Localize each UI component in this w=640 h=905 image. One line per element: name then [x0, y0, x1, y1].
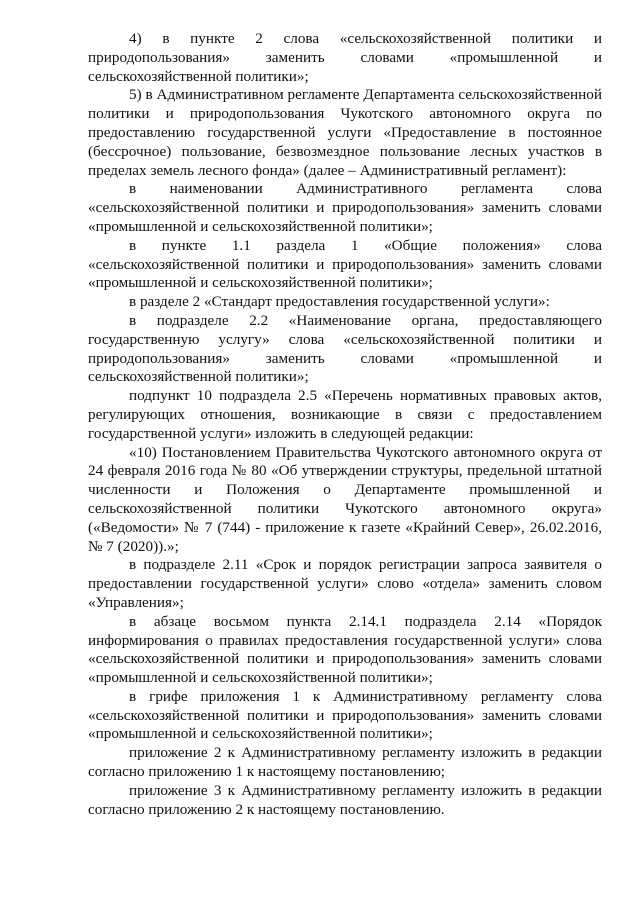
paragraph-subsection-2-5: подпункт 10 подраздела 2.5 «Перечень нормативных правовых актов, регулирующих отношения, возникающие в связи с предоставлением государственной услуги» изложить в следующей редакции:: [88, 387, 602, 442]
paragraph-section-2: в разделе 2 «Стандарт предоставления государственной услуги»:: [129, 293, 550, 311]
document-body: [88, 30, 602, 819]
paragraph-item-4: 4) в пункте 2 слова «сельскохозяйственной политики и природопользования» заменить словами «промышленной и сельскохозяйственной политики»;: [88, 30, 602, 85]
paragraph-subsection-2-2: в подразделе 2.2 «Наименование органа, предоставляющего государственную услугу» слова «сельскохозяйственной политики и природопользования» заменить словами «промышленной и сельскохозяйственной политики»;: [88, 311, 602, 386]
paragraph-point-2-14-1: в абзаце восьмом пункта 2.14.1 подраздела 2.14 «Порядок информирования о правилах предоставления государственной услуги» слова «сельскохозяйственной политики и природопользования» заменить словами «промышленной и сельскохозяйственной политики»;: [88, 612, 602, 687]
paragraph-subsection-2-11: в подразделе 2.11 «Срок и порядок регистрации запроса заявителя о предоставлении государственной услуги» слово «отдела» заменить словом «Управления»;: [88, 556, 602, 611]
paragraph-appendix-3: приложение 3 к Административному регламенту изложить в редакции согласно приложению 2 к настоящему постановлению.: [88, 781, 602, 818]
paragraph-quoted-item-10: «10) Постановлением Правительства Чукотского автономного округа от 24 февраля 2016 года № 80 «Об утверждении структуры, предельной штатной численности и Положения о Департаменте промышленной и сельскохозяйственной политики Чукотского автономного округа» («Ведомости» № 7 (744) - приложение к газете «Крайний Север», 26.02.2016, № 7 (2020)).»;: [88, 443, 602, 555]
paragraph-point-1-1: в пункте 1.1 раздела 1 «Общие положения» слова «сельскохозяйственной политики и природопользования» заменить словами «промышленной и сельскохозяйственной политики»;: [88, 236, 602, 292]
paragraph-appendix-1-stamp: в грифе приложения 1 к Административному регламенту слова «сельскохозяйственной политики и природопользования» заменить словами «промышленной и сельскохозяйственной политики»;: [88, 687, 602, 743]
paragraph-regulation-title: в наименовании Административного регламента слова «сельскохозяйственной политики и природопользования» заменить словами «промышленной и сельскохозяйственной политики»;: [88, 180, 602, 235]
paragraph-appendix-2: приложение 2 к Административному регламенту изложить в редакции согласно приложению 1 к настоящему постановлению;: [88, 744, 602, 781]
paragraph-item-5: 5) в Административном регламенте Департамента сельскохозяйственной политики и природопользования Чукотского автономного округа по предоставлению государственной услуги «Предоставление в постоянное (бессрочное) пользование, безвозмездное пользование лесных участков в пределах земель лесного фонда» (далее – Административный регламент):: [88, 86, 602, 179]
